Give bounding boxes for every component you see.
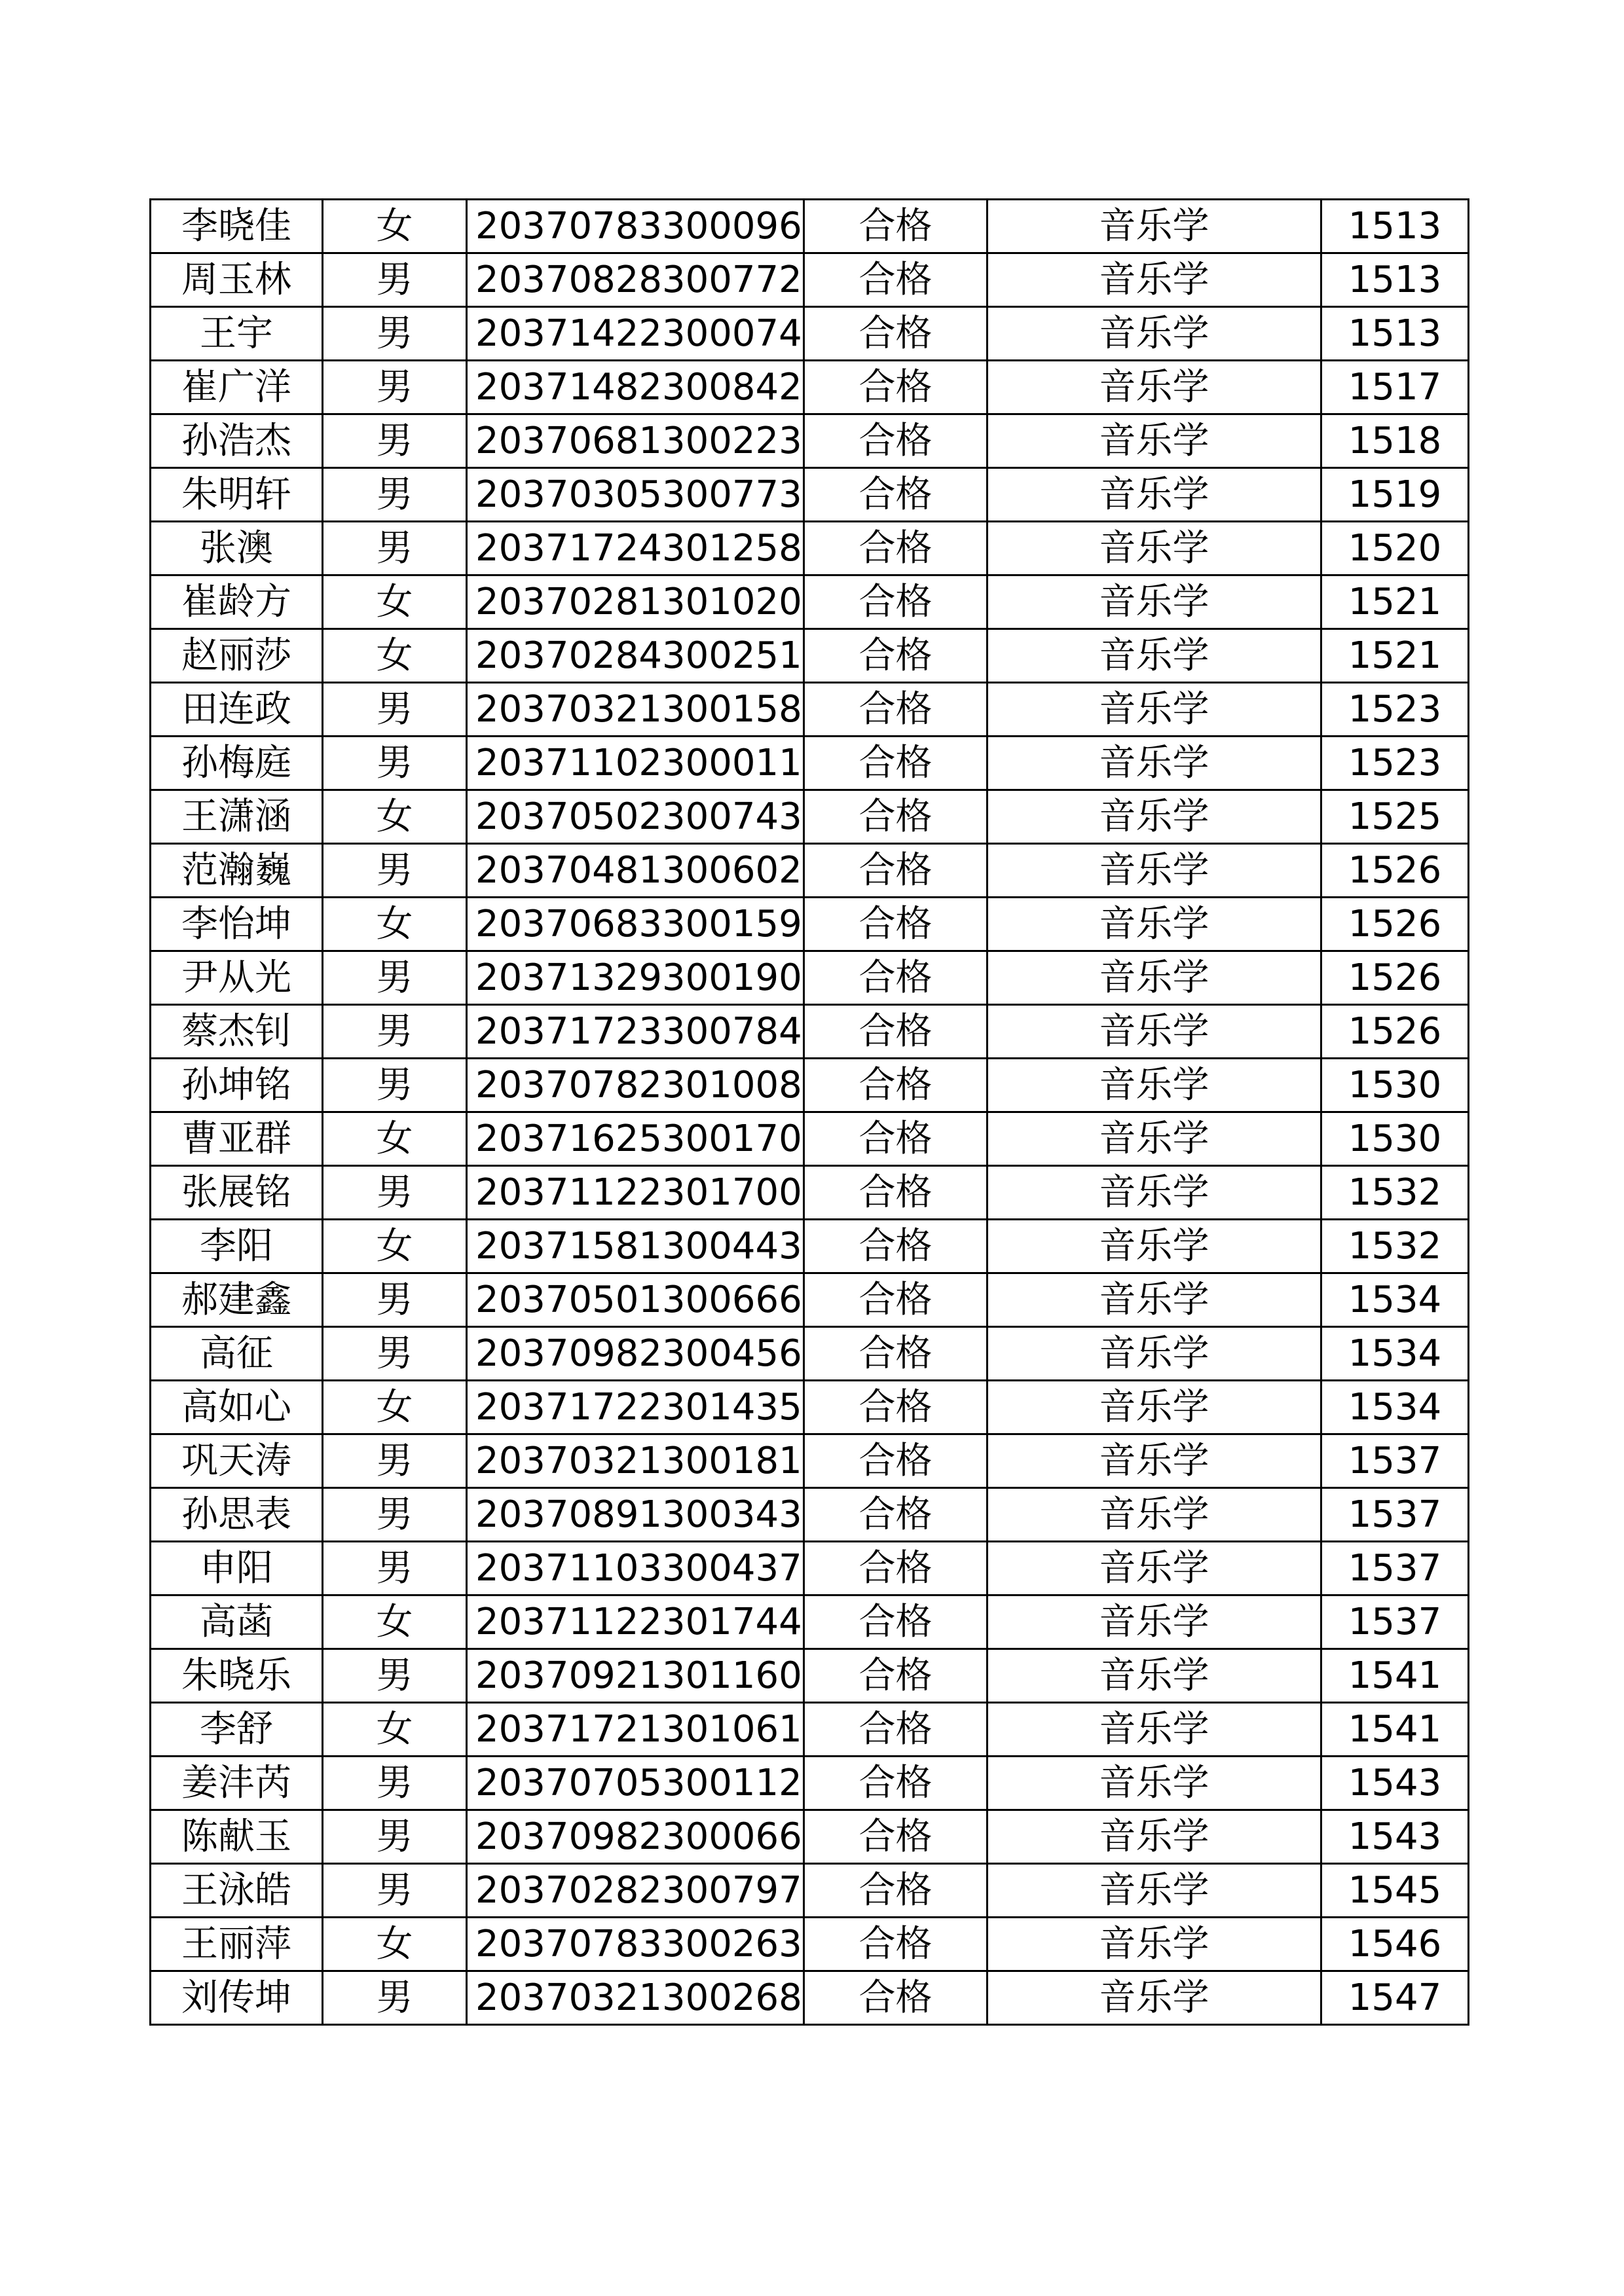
exam-id-cell: 20371723300784 — [467, 1005, 804, 1059]
major-cell: 音乐学 — [987, 522, 1321, 575]
major-cell: 音乐学 — [987, 414, 1321, 468]
rank-cell: 1530 — [1321, 1059, 1469, 1112]
exam-id-cell: 20371122301744 — [467, 1595, 804, 1649]
status-cell: 合格 — [804, 844, 987, 898]
gender-cell: 男 — [323, 1757, 467, 1810]
table-row — [151, 1273, 1469, 1327]
name-cell: 王泳皓 — [151, 1864, 323, 1918]
status-cell: 合格 — [804, 1005, 987, 1059]
exam-id-cell: 20371122301700 — [467, 1166, 804, 1220]
table-row — [151, 790, 1469, 844]
major-cell: 音乐学 — [987, 1327, 1321, 1381]
table-row — [151, 1703, 1469, 1757]
name-cell: 田连政 — [151, 683, 323, 737]
rank-cell: 1525 — [1321, 790, 1469, 844]
table-row — [151, 683, 1469, 737]
name-cell: 李阳 — [151, 1220, 323, 1273]
status-cell: 合格 — [804, 951, 987, 1005]
name-cell: 高菡 — [151, 1595, 323, 1649]
gender-cell: 女 — [323, 200, 467, 253]
exam-id-cell: 20370921301160 — [467, 1649, 804, 1703]
gender-cell: 女 — [323, 629, 467, 683]
major-cell: 音乐学 — [987, 683, 1321, 737]
major-cell: 音乐学 — [987, 1488, 1321, 1542]
rank-cell: 1520 — [1321, 522, 1469, 575]
results-table — [149, 198, 1469, 2026]
status-cell: 合格 — [804, 1649, 987, 1703]
name-cell: 张展铭 — [151, 1166, 323, 1220]
name-cell: 尹从光 — [151, 951, 323, 1005]
name-cell: 朱晓乐 — [151, 1649, 323, 1703]
status-cell: 合格 — [804, 737, 987, 790]
gender-cell: 女 — [323, 1595, 467, 1649]
major-cell: 音乐学 — [987, 951, 1321, 1005]
gender-cell: 男 — [323, 414, 467, 468]
status-cell: 合格 — [804, 1971, 987, 2025]
major-cell: 音乐学 — [987, 307, 1321, 361]
gender-cell: 女 — [323, 1112, 467, 1166]
table-row — [151, 1005, 1469, 1059]
table-row — [151, 200, 1469, 253]
name-cell: 巩天涛 — [151, 1434, 323, 1488]
table-row — [151, 307, 1469, 361]
gender-cell: 男 — [323, 468, 467, 522]
rank-cell: 1545 — [1321, 1864, 1469, 1918]
table-row — [151, 1864, 1469, 1918]
exam-id-cell: 20370502300743 — [467, 790, 804, 844]
status-cell: 合格 — [804, 575, 987, 629]
major-cell: 音乐学 — [987, 575, 1321, 629]
gender-cell: 男 — [323, 1971, 467, 2025]
rank-cell: 1526 — [1321, 1005, 1469, 1059]
rank-cell: 1534 — [1321, 1327, 1469, 1381]
exam-id-cell: 20371724301258 — [467, 522, 804, 575]
status-cell: 合格 — [804, 629, 987, 683]
table-row — [151, 575, 1469, 629]
table-row — [151, 1381, 1469, 1434]
table-row — [151, 1595, 1469, 1649]
major-cell: 音乐学 — [987, 1434, 1321, 1488]
major-cell: 音乐学 — [987, 1273, 1321, 1327]
exam-id-cell: 20371329300190 — [467, 951, 804, 1005]
status-cell: 合格 — [804, 1864, 987, 1918]
gender-cell: 女 — [323, 1703, 467, 1757]
status-cell: 合格 — [804, 200, 987, 253]
status-cell: 合格 — [804, 1542, 987, 1595]
table-row — [151, 737, 1469, 790]
gender-cell: 男 — [323, 361, 467, 414]
major-cell: 音乐学 — [987, 1595, 1321, 1649]
rank-cell: 1537 — [1321, 1488, 1469, 1542]
status-cell: 合格 — [804, 1595, 987, 1649]
major-cell: 音乐学 — [987, 1864, 1321, 1918]
rank-cell: 1523 — [1321, 737, 1469, 790]
table-row — [151, 1649, 1469, 1703]
table-row — [151, 361, 1469, 414]
rank-cell: 1526 — [1321, 951, 1469, 1005]
rank-cell: 1519 — [1321, 468, 1469, 522]
status-cell: 合格 — [804, 898, 987, 951]
exam-id-cell: 20371722301435 — [467, 1381, 804, 1434]
name-cell: 曹亚群 — [151, 1112, 323, 1166]
name-cell: 崔龄方 — [151, 575, 323, 629]
name-cell: 周玉林 — [151, 253, 323, 307]
exam-id-cell: 20370828300772 — [467, 253, 804, 307]
gender-cell: 男 — [323, 307, 467, 361]
name-cell: 刘传坤 — [151, 1971, 323, 2025]
rank-cell: 1532 — [1321, 1166, 1469, 1220]
rank-cell: 1534 — [1321, 1381, 1469, 1434]
table-row — [151, 1434, 1469, 1488]
gender-cell: 男 — [323, 522, 467, 575]
rank-cell: 1532 — [1321, 1220, 1469, 1273]
exam-id-cell: 20370982300066 — [467, 1810, 804, 1864]
exam-id-cell: 20370281301020 — [467, 575, 804, 629]
exam-id-cell: 20370982300456 — [467, 1327, 804, 1381]
status-cell: 合格 — [804, 307, 987, 361]
table-row — [151, 1166, 1469, 1220]
table-row — [151, 1488, 1469, 1542]
exam-id-cell: 20371721301061 — [467, 1703, 804, 1757]
exam-id-cell: 20370891300343 — [467, 1488, 804, 1542]
rank-cell: 1541 — [1321, 1649, 1469, 1703]
exam-id-cell: 20370783300096 — [467, 200, 804, 253]
table-row — [151, 522, 1469, 575]
table-row — [151, 844, 1469, 898]
name-cell: 孙浩杰 — [151, 414, 323, 468]
gender-cell: 女 — [323, 898, 467, 951]
name-cell: 王宇 — [151, 307, 323, 361]
gender-cell: 男 — [323, 951, 467, 1005]
gender-cell: 女 — [323, 1918, 467, 1971]
table-row — [151, 1327, 1469, 1381]
exam-id-cell: 20370782301008 — [467, 1059, 804, 1112]
name-cell: 崔广洋 — [151, 361, 323, 414]
exam-id-cell: 20370681300223 — [467, 414, 804, 468]
rank-cell: 1521 — [1321, 575, 1469, 629]
major-cell: 音乐学 — [987, 1166, 1321, 1220]
major-cell: 音乐学 — [987, 253, 1321, 307]
name-cell: 申阳 — [151, 1542, 323, 1595]
status-cell: 合格 — [804, 522, 987, 575]
table-row — [151, 898, 1469, 951]
rank-cell: 1546 — [1321, 1918, 1469, 1971]
status-cell: 合格 — [804, 1273, 987, 1327]
name-cell: 郝建鑫 — [151, 1273, 323, 1327]
major-cell: 音乐学 — [987, 468, 1321, 522]
exam-id-cell: 20370321300181 — [467, 1434, 804, 1488]
gender-cell: 男 — [323, 1434, 467, 1488]
exam-id-cell: 20371103300437 — [467, 1542, 804, 1595]
rank-cell: 1523 — [1321, 683, 1469, 737]
exam-id-cell: 20370305300773 — [467, 468, 804, 522]
gender-cell: 男 — [323, 1327, 467, 1381]
major-cell: 音乐学 — [987, 1112, 1321, 1166]
exam-id-cell: 20371625300170 — [467, 1112, 804, 1166]
status-cell: 合格 — [804, 1757, 987, 1810]
table-row — [151, 1542, 1469, 1595]
status-cell: 合格 — [804, 1810, 987, 1864]
exam-id-cell: 20371102300011 — [467, 737, 804, 790]
gender-cell: 男 — [323, 844, 467, 898]
rank-cell: 1513 — [1321, 200, 1469, 253]
status-cell: 合格 — [804, 1059, 987, 1112]
major-cell: 音乐学 — [987, 629, 1321, 683]
status-cell: 合格 — [804, 253, 987, 307]
table-row — [151, 1220, 1469, 1273]
table-row — [151, 1757, 1469, 1810]
exam-id-cell: 20371422300074 — [467, 307, 804, 361]
rank-cell: 1521 — [1321, 629, 1469, 683]
exam-id-cell: 20370481300602 — [467, 844, 804, 898]
gender-cell: 男 — [323, 1059, 467, 1112]
gender-cell: 男 — [323, 737, 467, 790]
status-cell: 合格 — [804, 468, 987, 522]
exam-id-cell: 20370501300666 — [467, 1273, 804, 1327]
gender-cell: 男 — [323, 253, 467, 307]
major-cell: 音乐学 — [987, 1810, 1321, 1864]
rank-cell: 1518 — [1321, 414, 1469, 468]
gender-cell: 男 — [323, 1166, 467, 1220]
exam-id-cell: 20370783300263 — [467, 1918, 804, 1971]
status-cell: 合格 — [804, 1166, 987, 1220]
name-cell: 孙思表 — [151, 1488, 323, 1542]
major-cell: 音乐学 — [987, 361, 1321, 414]
gender-cell: 男 — [323, 1273, 467, 1327]
major-cell: 音乐学 — [987, 1542, 1321, 1595]
gender-cell: 女 — [323, 575, 467, 629]
name-cell: 高征 — [151, 1327, 323, 1381]
exam-id-cell: 20370321300158 — [467, 683, 804, 737]
name-cell: 王潇涵 — [151, 790, 323, 844]
rank-cell: 1537 — [1321, 1542, 1469, 1595]
major-cell: 音乐学 — [987, 790, 1321, 844]
table-row — [151, 253, 1469, 307]
major-cell: 音乐学 — [987, 1918, 1321, 1971]
gender-cell: 男 — [323, 1810, 467, 1864]
gender-cell: 男 — [323, 1649, 467, 1703]
exam-id-cell: 20371581300443 — [467, 1220, 804, 1273]
name-cell: 朱明轩 — [151, 468, 323, 522]
name-cell: 范瀚巍 — [151, 844, 323, 898]
gender-cell: 女 — [323, 1381, 467, 1434]
gender-cell: 男 — [323, 683, 467, 737]
table-row — [151, 1112, 1469, 1166]
gender-cell: 女 — [323, 1220, 467, 1273]
status-cell: 合格 — [804, 1434, 987, 1488]
rank-cell: 1513 — [1321, 253, 1469, 307]
rank-cell: 1526 — [1321, 898, 1469, 951]
name-cell: 高如心 — [151, 1381, 323, 1434]
status-cell: 合格 — [804, 1220, 987, 1273]
exam-id-cell: 20370284300251 — [467, 629, 804, 683]
table-row — [151, 1059, 1469, 1112]
rank-cell: 1517 — [1321, 361, 1469, 414]
gender-cell: 男 — [323, 1542, 467, 1595]
name-cell: 李舒 — [151, 1703, 323, 1757]
exam-id-cell: 20370282300797 — [467, 1864, 804, 1918]
rank-cell: 1526 — [1321, 844, 1469, 898]
status-cell: 合格 — [804, 1703, 987, 1757]
results-table-body — [151, 200, 1469, 2025]
rank-cell: 1543 — [1321, 1757, 1469, 1810]
major-cell: 音乐学 — [987, 1381, 1321, 1434]
table-row — [151, 1971, 1469, 2025]
major-cell: 音乐学 — [987, 1757, 1321, 1810]
status-cell: 合格 — [804, 1918, 987, 1971]
gender-cell: 男 — [323, 1488, 467, 1542]
rank-cell: 1541 — [1321, 1703, 1469, 1757]
name-cell: 孙梅庭 — [151, 737, 323, 790]
status-cell: 合格 — [804, 414, 987, 468]
rank-cell: 1537 — [1321, 1434, 1469, 1488]
major-cell: 音乐学 — [987, 1220, 1321, 1273]
gender-cell: 男 — [323, 1005, 467, 1059]
gender-cell: 男 — [323, 1864, 467, 1918]
rank-cell: 1530 — [1321, 1112, 1469, 1166]
major-cell: 音乐学 — [987, 737, 1321, 790]
status-cell: 合格 — [804, 790, 987, 844]
major-cell: 音乐学 — [987, 1059, 1321, 1112]
major-cell: 音乐学 — [987, 200, 1321, 253]
status-cell: 合格 — [804, 1112, 987, 1166]
name-cell: 李晓佳 — [151, 200, 323, 253]
status-cell: 合格 — [804, 1381, 987, 1434]
rank-cell: 1547 — [1321, 1971, 1469, 2025]
name-cell: 蔡杰钊 — [151, 1005, 323, 1059]
major-cell: 音乐学 — [987, 1649, 1321, 1703]
table-row — [151, 629, 1469, 683]
exam-id-cell: 20370705300112 — [467, 1757, 804, 1810]
major-cell: 音乐学 — [987, 1703, 1321, 1757]
major-cell: 音乐学 — [987, 844, 1321, 898]
rank-cell: 1534 — [1321, 1273, 1469, 1327]
table-row — [151, 1918, 1469, 1971]
status-cell: 合格 — [804, 361, 987, 414]
name-cell: 孙坤铭 — [151, 1059, 323, 1112]
major-cell: 音乐学 — [987, 1971, 1321, 2025]
rank-cell: 1513 — [1321, 307, 1469, 361]
major-cell: 音乐学 — [987, 1005, 1321, 1059]
table-row — [151, 1810, 1469, 1864]
rank-cell: 1543 — [1321, 1810, 1469, 1864]
exam-id-cell: 20370321300268 — [467, 1971, 804, 2025]
name-cell: 陈献玉 — [151, 1810, 323, 1864]
table-row — [151, 414, 1469, 468]
name-cell: 王丽萍 — [151, 1918, 323, 1971]
major-cell: 音乐学 — [987, 898, 1321, 951]
exam-id-cell: 20371482300842 — [467, 361, 804, 414]
exam-id-cell: 20370683300159 — [467, 898, 804, 951]
table-row — [151, 468, 1469, 522]
name-cell: 张澳 — [151, 522, 323, 575]
name-cell: 李怡坤 — [151, 898, 323, 951]
gender-cell: 女 — [323, 790, 467, 844]
status-cell: 合格 — [804, 1488, 987, 1542]
name-cell: 赵丽莎 — [151, 629, 323, 683]
status-cell: 合格 — [804, 683, 987, 737]
status-cell: 合格 — [804, 1327, 987, 1381]
rank-cell: 1537 — [1321, 1595, 1469, 1649]
name-cell: 姜沣芮 — [151, 1757, 323, 1810]
table-row — [151, 951, 1469, 1005]
